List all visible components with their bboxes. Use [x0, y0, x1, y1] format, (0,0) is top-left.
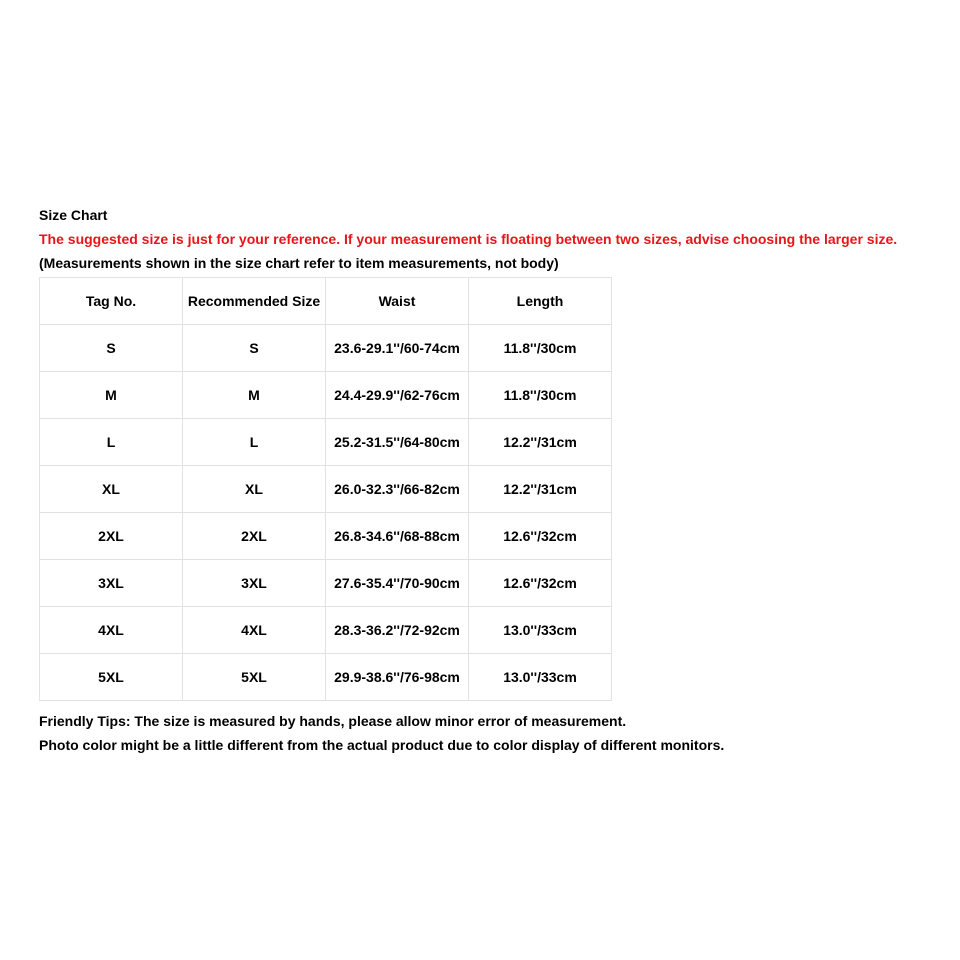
friendly-tips: [39, 709, 897, 757]
cell-tag-no: S: [40, 325, 183, 372]
table-row: [40, 372, 612, 419]
header-tag-no: Tag No.: [40, 278, 183, 325]
cell-tag-no: 4XL: [40, 607, 183, 654]
size-notice: The suggested size is just for your reference. If your measurement is floating between two sizes, advise choosing the larger size.: [39, 231, 898, 247]
cell-waist: 25.2-31.5''/64-80cm: [326, 419, 469, 466]
cell-length: 13.0''/33cm: [469, 654, 612, 701]
cell-recommended-size: XL: [183, 466, 326, 513]
table-header-row: [40, 278, 612, 325]
cell-length: 12.2''/31cm: [469, 419, 612, 466]
cell-length: 12.2''/31cm: [469, 466, 612, 513]
cell-recommended-size: 4XL: [183, 607, 326, 654]
cell-waist: 28.3-36.2''/72-92cm: [326, 607, 469, 654]
page-title: Size Chart: [39, 207, 108, 223]
cell-length: 13.0''/33cm: [469, 607, 612, 654]
cell-waist: 23.6-29.1''/60-74cm: [326, 325, 469, 372]
size-table: [39, 277, 612, 701]
cell-recommended-size: M: [183, 372, 326, 419]
cell-tag-no: 3XL: [40, 560, 183, 607]
table-row: [40, 419, 612, 466]
tip-photo-color: Photo color might be a little different from the actual product due to color display of different monitors.: [39, 737, 725, 753]
cell-recommended-size: 3XL: [183, 560, 326, 607]
measurement-note: (Measurements shown in the size chart refer to item measurements, not body): [39, 255, 559, 271]
tip-measurement: Friendly Tips: The size is measured by hands, please allow minor error of measurement.: [39, 713, 627, 729]
cell-recommended-size: 2XL: [183, 513, 326, 560]
table-row: [40, 654, 612, 701]
cell-recommended-size: 5XL: [183, 654, 326, 701]
table-row: [40, 607, 612, 654]
table-row: [40, 560, 612, 607]
cell-waist: 26.8-34.6''/68-88cm: [326, 513, 469, 560]
cell-tag-no: 5XL: [40, 654, 183, 701]
cell-recommended-size: S: [183, 325, 326, 372]
cell-tag-no: L: [40, 419, 183, 466]
cell-tag-no: XL: [40, 466, 183, 513]
cell-tag-no: M: [40, 372, 183, 419]
table-row: [40, 325, 612, 372]
table-row: [40, 466, 612, 513]
cell-waist: 29.9-38.6''/76-98cm: [326, 654, 469, 701]
cell-waist: 26.0-32.3''/66-82cm: [326, 466, 469, 513]
table-row: [40, 513, 612, 560]
cell-waist: 24.4-29.9''/62-76cm: [326, 372, 469, 419]
cell-recommended-size: L: [183, 419, 326, 466]
cell-length: 11.8''/30cm: [469, 325, 612, 372]
header-length: Length: [469, 278, 612, 325]
header-recommended-size: Recommended Size: [183, 278, 326, 325]
header-waist: Waist: [326, 278, 469, 325]
cell-length: 12.6''/32cm: [469, 513, 612, 560]
size-chart-document: [39, 203, 897, 757]
cell-tag-no: 2XL: [40, 513, 183, 560]
cell-length: 11.8''/30cm: [469, 372, 612, 419]
cell-waist: 27.6-35.4''/70-90cm: [326, 560, 469, 607]
cell-length: 12.6''/32cm: [469, 560, 612, 607]
